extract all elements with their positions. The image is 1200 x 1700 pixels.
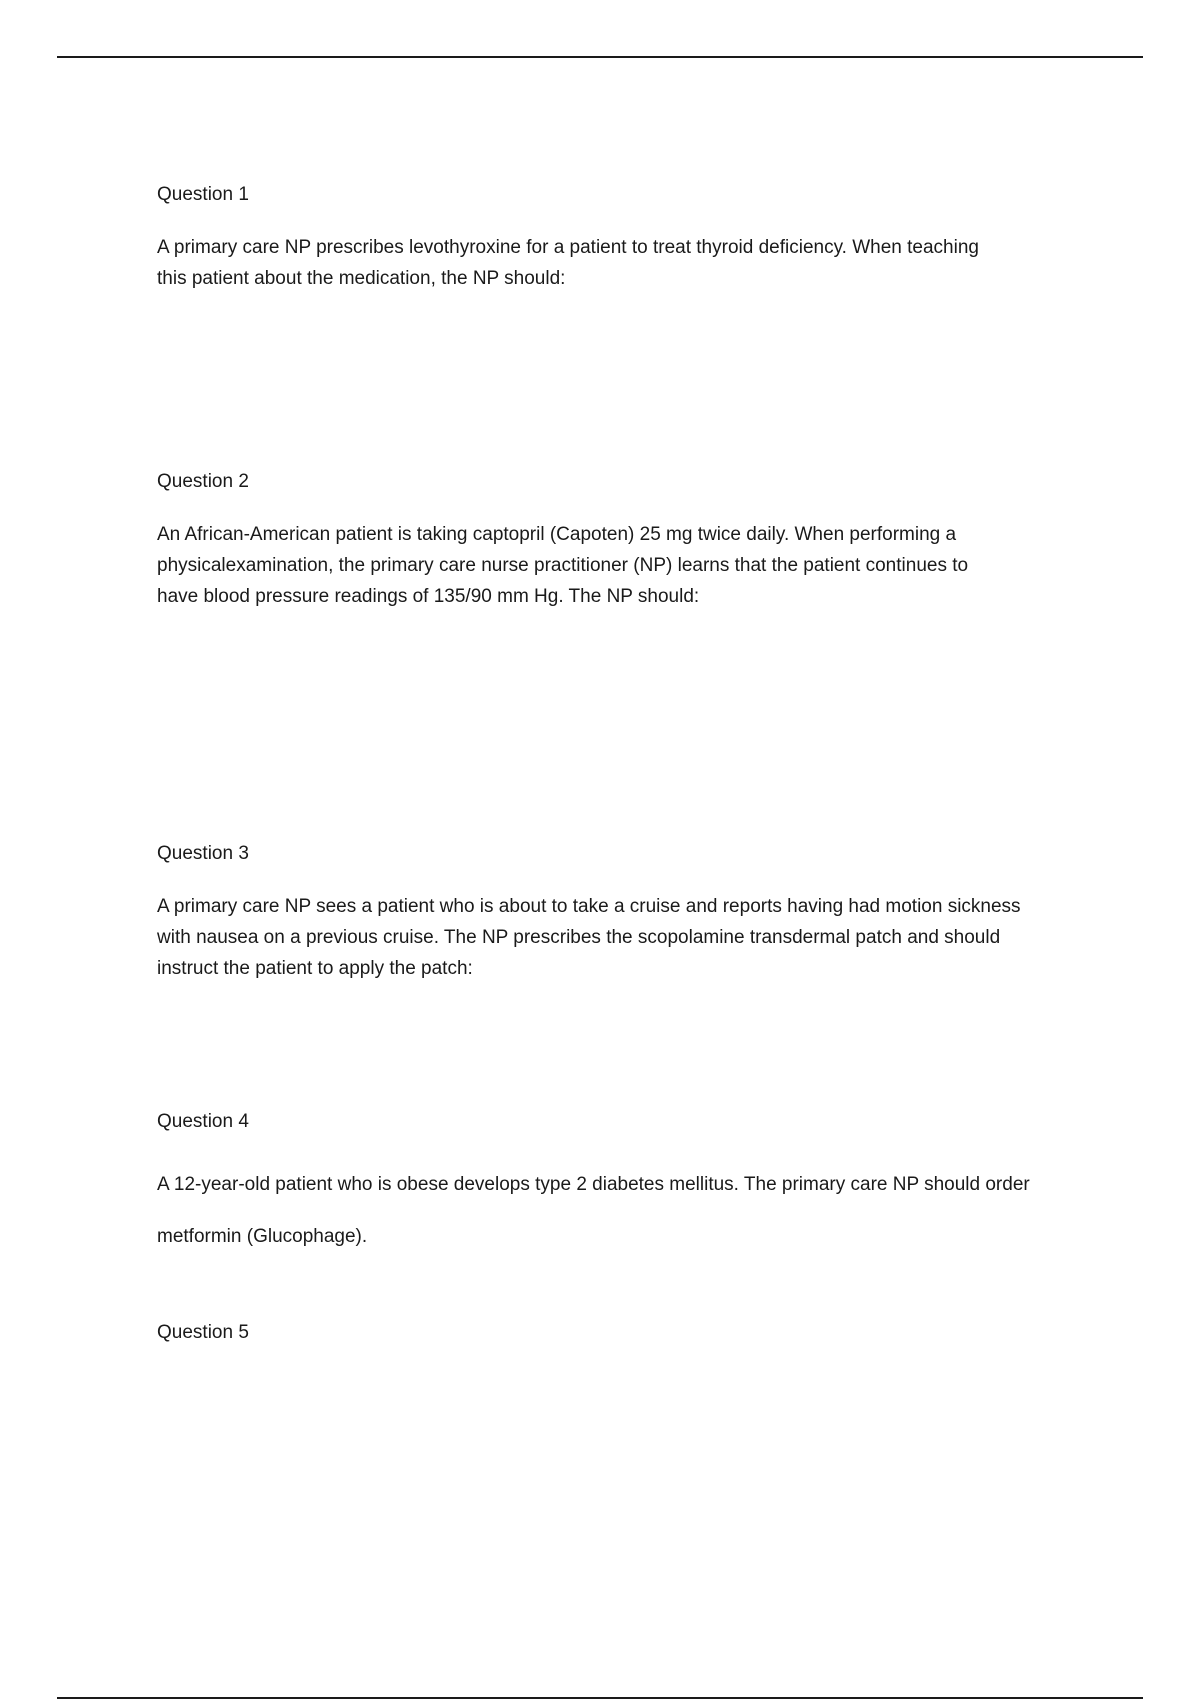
question-4-title: Question 4 [157,1111,249,1132]
question-3-title: Question 3 [157,843,249,864]
question-5-title: Question 5 [157,1322,249,1343]
question-2-line-2: physicalexamination, the primary care nurse practitioner (NP) learns that the patient continues to [157,555,969,576]
question-3-line-1: A primary care NP sees a patient who is about to take a cruise and reports having had motion sickness [157,896,1021,917]
question-2-text [157,519,1107,612]
question-4-line-2: metformin (Glucophage). [157,1226,368,1247]
question-2-line-3: have blood pressure readings of 135/90 mm Hg. The NP should: [157,586,700,607]
question-2-line-1: An African-American patient is taking captopril (Capoten) 25 mg twice daily. When performing a [157,524,957,545]
question-1-text [157,232,1107,294]
question-2-title: Question 2 [157,471,249,492]
question-1-line-1: A primary care NP prescribes levothyroxine for a patient to treat thyroid deficiency. When teaching [157,237,979,258]
question-3-text [157,891,1107,984]
question-3-line-3: instruct the patient to apply the patch: [157,958,473,979]
question-4-line-1: A 12-year-old patient who is obese develops type 2 diabetes mellitus. The primary care NP should order [157,1174,1030,1195]
question-3-line-2: with nausea on a previous cruise. The NP prescribes the scopolamine transdermal patch and should [157,927,1001,948]
footer-rule [57,1697,1143,1699]
question-4-text [157,1159,1107,1263]
header-rule [57,56,1143,58]
question-1-title: Question 1 [157,184,249,205]
question-1-line-2: this patient about the medication, the NP should: [157,268,566,289]
